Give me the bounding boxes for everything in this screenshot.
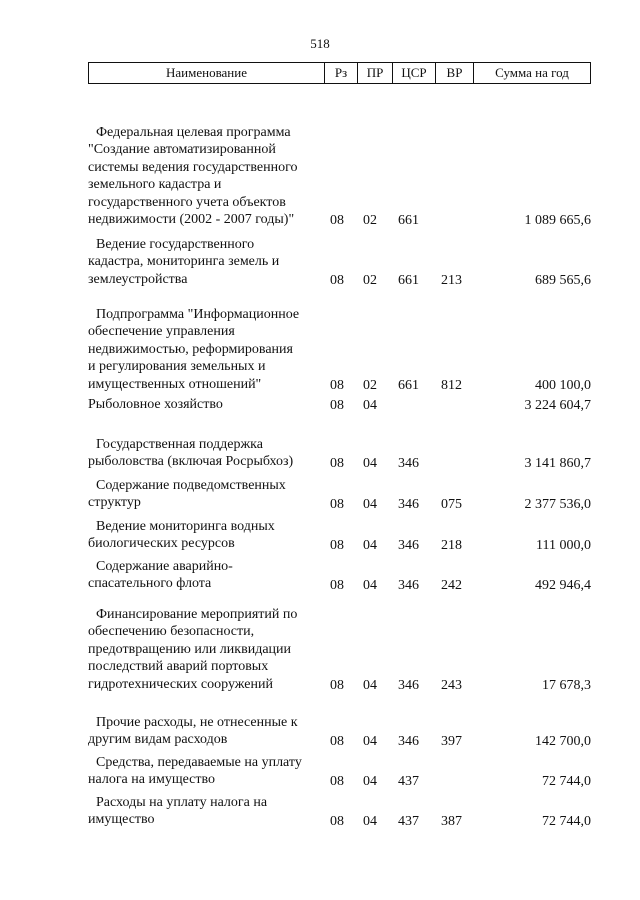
row-rz: 08 xyxy=(330,397,344,413)
row-rz: 08 xyxy=(330,377,344,393)
row-vr: 213 xyxy=(441,272,462,288)
header-rz: Рз xyxy=(324,63,357,83)
row-vr: 812 xyxy=(441,377,462,393)
row-sum: 3 224 604,7 xyxy=(524,397,591,413)
row-name: Финансирование мероприятий по обеспечению безопасности, предотвращению или ликвидации последствий аварий портовых гидротехнических сооружений xyxy=(88,607,298,692)
table-row xyxy=(0,794,640,830)
row-pr: 04 xyxy=(363,733,377,749)
row-sum: 400 100,0 xyxy=(535,377,591,393)
header-name: Наименование xyxy=(166,65,247,80)
row-sum: 72 744,0 xyxy=(542,773,591,789)
row-pr: 04 xyxy=(363,813,377,829)
header-sum: Сумма на год xyxy=(473,63,590,83)
table-row xyxy=(0,714,640,750)
row-pr: 02 xyxy=(363,377,377,393)
row-pr: 04 xyxy=(363,455,377,471)
table-row xyxy=(0,124,640,229)
table-row xyxy=(0,606,640,694)
row-pr: 04 xyxy=(363,496,377,512)
row-rz: 08 xyxy=(330,577,344,593)
row-pr: 02 xyxy=(363,212,377,228)
row-pr: 04 xyxy=(363,397,377,413)
row-vr: 387 xyxy=(441,813,462,829)
row-rz: 08 xyxy=(330,773,344,789)
row-name: Расходы на уплату налога на имущество xyxy=(88,795,268,828)
row-rz: 08 xyxy=(330,272,344,288)
header-vr: ВР xyxy=(435,63,473,83)
row-name: Рыболовное хозяйство xyxy=(88,397,223,412)
row-name: Средства, передаваемые на уплату налога на имущество xyxy=(88,755,302,788)
table-row xyxy=(0,236,640,289)
row-name: Содержание подведомственных структур xyxy=(88,478,286,511)
row-sum: 142 700,0 xyxy=(535,733,591,749)
row-rz: 08 xyxy=(330,813,344,829)
row-rz: 08 xyxy=(330,537,344,553)
row-csr: 661 xyxy=(398,212,419,228)
table-row xyxy=(0,436,640,472)
row-name: Ведение государственного кадастра, мониторинга земель и землеустройства xyxy=(88,237,280,287)
table-row xyxy=(0,558,640,594)
table-row xyxy=(0,477,640,513)
row-csr: 346 xyxy=(398,455,419,471)
row-rz: 08 xyxy=(330,496,344,512)
table-row xyxy=(0,754,640,790)
row-name: Ведение мониторинга водных биологических ресурсов xyxy=(88,519,275,552)
table-row xyxy=(0,396,640,414)
row-name: Государственная поддержка рыболовства (включая Росрыбхоз) xyxy=(88,437,294,470)
row-sum: 1 089 665,6 xyxy=(524,212,591,228)
table-row xyxy=(0,306,640,394)
row-csr: 346 xyxy=(398,537,419,553)
row-pr: 04 xyxy=(363,677,377,693)
row-name: Прочие расходы, не отнесенные к другим видам расходов xyxy=(88,715,298,748)
row-csr: 346 xyxy=(398,577,419,593)
row-csr: 661 xyxy=(398,377,419,393)
row-rz: 08 xyxy=(330,212,344,228)
row-sum: 492 946,4 xyxy=(535,577,591,593)
row-vr: 218 xyxy=(441,537,462,553)
row-csr: 346 xyxy=(398,677,419,693)
table-row xyxy=(0,518,640,554)
row-sum: 3 141 860,7 xyxy=(524,455,591,471)
row-name: Содержание аварийно- спасательного флота xyxy=(88,559,233,592)
row-csr: 437 xyxy=(398,813,419,829)
row-vr: 243 xyxy=(441,677,462,693)
row-sum: 17 678,3 xyxy=(542,677,591,693)
row-sum: 689 565,6 xyxy=(535,272,591,288)
row-pr: 04 xyxy=(363,773,377,789)
row-rz: 08 xyxy=(330,733,344,749)
row-sum: 2 377 536,0 xyxy=(524,496,591,512)
row-csr: 346 xyxy=(398,733,419,749)
row-vr: 397 xyxy=(441,733,462,749)
row-rz: 08 xyxy=(330,677,344,693)
row-pr: 04 xyxy=(363,537,377,553)
row-name: Подпрограмма "Информационное обеспечение управления недвижимостью, реформирования и регулирования земельных и имущественных отношений" xyxy=(88,307,300,392)
row-sum: 111 000,0 xyxy=(536,537,591,553)
row-vr: 075 xyxy=(441,496,462,512)
row-vr: 242 xyxy=(441,577,462,593)
row-name: Федеральная целевая программа "Создание автоматизированной системы ведения государственного земельного кадастра и государственного учета объектов недвижимости (2002 - 2007 годы)" xyxy=(88,125,298,228)
row-csr: 346 xyxy=(398,496,419,512)
row-rz: 08 xyxy=(330,455,344,471)
row-csr: 661 xyxy=(398,272,419,288)
header-csr: ЦСР xyxy=(392,63,435,83)
row-pr: 02 xyxy=(363,272,377,288)
row-csr: 437 xyxy=(398,773,419,789)
page-number: 518 xyxy=(310,36,330,51)
row-pr: 04 xyxy=(363,577,377,593)
table-header xyxy=(88,62,591,84)
row-sum: 72 744,0 xyxy=(542,813,591,829)
header-pr: ПР xyxy=(357,63,392,83)
